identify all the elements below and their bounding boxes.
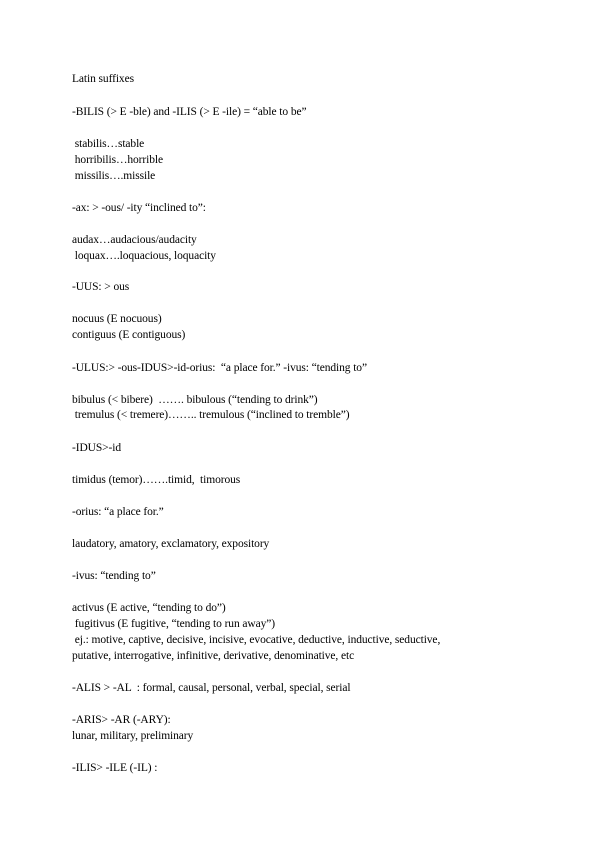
example-line: contiguus (E contiguous) [72, 329, 186, 341]
document-title: Latin suffixes [72, 73, 134, 85]
section-heading: -IDUS>-id [72, 442, 122, 454]
example-line: fugitivus (E fugitive, “tending to run away”) [72, 618, 275, 630]
section-heading: -orius: “a place for.” [72, 506, 164, 518]
section-heading: -UUS: > ous [72, 281, 130, 293]
example-line: activus (E active, “tending to do”) [72, 602, 226, 614]
example-line: bibulus (< bibere) ……. bibulous (“tending to drink”) [72, 394, 318, 406]
example-line: missilis….missile [72, 170, 156, 182]
section-heading: -ax: > -ous/ -ity “inclined to”: [72, 202, 206, 214]
example-line: audax…audacious/audacity [72, 234, 197, 246]
example-line: loquax….loquacious, loquacity [72, 250, 216, 262]
section-heading: -ivus: “tending to” [72, 570, 156, 582]
section-heading: -ARIS> -AR (-ARY): [72, 714, 171, 726]
example-line: nocuus (E nocuous) [72, 313, 162, 325]
example-line: laudatory, amatory, exclamatory, expository [72, 538, 270, 550]
example-line: stabilis…stable [72, 138, 145, 150]
example-line: horribilis…horrible [72, 154, 163, 166]
section-heading: -BILIS (> E -ble) and -ILIS (> E -ile) = “able to be” [72, 106, 307, 118]
section-heading: -ALIS > -AL : formal, causal, personal, verbal, special, serial [72, 682, 351, 694]
example-line: timidus (temor)…….timid, timorous [72, 474, 241, 486]
example-line: ej.: motive, captive, decisive, incisive, evocative, deductive, inductive, seductive, [72, 634, 441, 646]
example-line: lunar, military, preliminary [72, 730, 194, 742]
example-line: tremulus (< tremere)…….. tremulous (“inclined to tremble”) [72, 409, 350, 421]
example-line: putative, interrogative, infinitive, derivative, denominative, etc [72, 650, 355, 662]
section-heading: -ULUS:> -ous-IDUS>-id-orius: “a place for.” -ivus: “tending to” [72, 362, 367, 374]
section-heading: -ILIS> -ILE (-IL) : [72, 762, 158, 774]
